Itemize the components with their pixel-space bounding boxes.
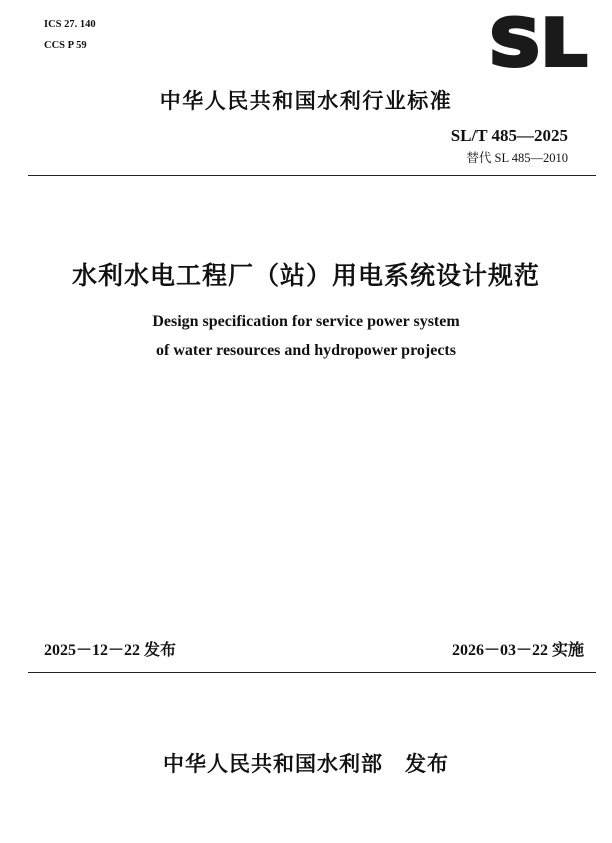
effective-date: 2026－03－22 实施	[451, 642, 584, 659]
publisher: 中华人民共和国水利部 发布	[163, 752, 449, 776]
ics-code: ICS 27. 140	[44, 19, 96, 30]
standard-number: SL/T 485—2025	[450, 126, 568, 145]
ccs-code: CCS P 59	[44, 40, 87, 51]
title-english-line-1: Design specification for service power system	[152, 313, 460, 330]
issue-date: 2025－12－22 发布	[44, 642, 177, 659]
classification-codes	[44, 14, 96, 56]
bottom-rule	[28, 672, 596, 673]
title-chinese: 水利水电工程厂（站）用电系统设计规范	[71, 261, 540, 290]
sl-logo-text: SL	[489, 14, 587, 72]
sl-logo	[488, 14, 588, 72]
replaces-standard: 替代 SL 485—2010	[466, 151, 568, 165]
header-title: 中华人民共和国水利行业标准	[159, 89, 453, 113]
top-rule	[28, 175, 596, 176]
title-english-line-2: of water resources and hydropower projects	[156, 342, 456, 359]
